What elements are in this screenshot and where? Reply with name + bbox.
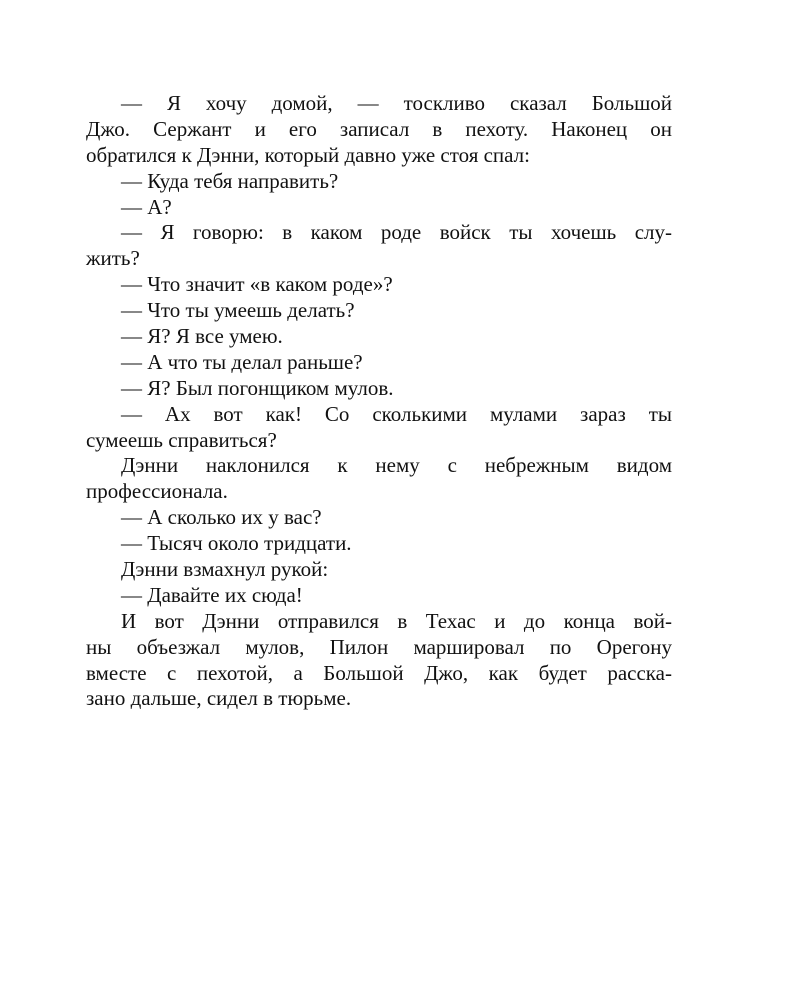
text-line: — Что значит «в каком роде»? <box>121 272 393 297</box>
text-line: — Я хочу домой, — тоскливо сказал Большой <box>121 91 672 115</box>
text-line: зано дальше, сидел в тюрьме. <box>86 686 352 711</box>
text-line: — Что ты умеешь делать? <box>121 298 355 323</box>
text-line: — А? <box>121 194 172 219</box>
text-line: сумеешь справиться? <box>86 427 277 452</box>
body-text <box>86 91 672 712</box>
text-line: ны объезжал мулов, Пилон маршировал по Орегону <box>86 634 672 659</box>
text-line: — Я? Я все умею. <box>121 324 283 349</box>
text-line: Дэнни взмахнул рукой: <box>121 557 329 582</box>
text-line: — Куда тебя направить? <box>121 168 339 193</box>
text-line: — Я говорю: в каком роде войск ты хочешь слу- <box>121 220 672 245</box>
text-line: Дэнни наклонился к нему с небрежным видом <box>121 453 672 478</box>
text-line: И вот Дэнни отправился в Техас и до конца вой- <box>121 608 672 633</box>
text-line: профессионала. <box>86 479 228 504</box>
text-line: — Тысяч около тридцати. <box>121 531 352 556</box>
text-line: вместе с пехотой, а Большой Джо, как будет расска- <box>86 660 672 685</box>
text-line: — А сколько их у вас? <box>121 505 322 530</box>
text-line: — А что ты делал раньше? <box>121 349 363 374</box>
text-line: жить? <box>86 246 140 271</box>
text-line: — Я? Был погонщиком мулов. <box>121 375 394 400</box>
text-line: — Ах вот как! Со сколькими мулами зараз ты <box>121 401 672 426</box>
text-line: обратился к Дэнни, который давно уже стоя спал: <box>86 142 530 167</box>
text-line: Джо. Сержант и его записал в пехоту. Наконец он <box>86 116 672 141</box>
text-line: — Давайте их сюда! <box>121 582 303 607</box>
